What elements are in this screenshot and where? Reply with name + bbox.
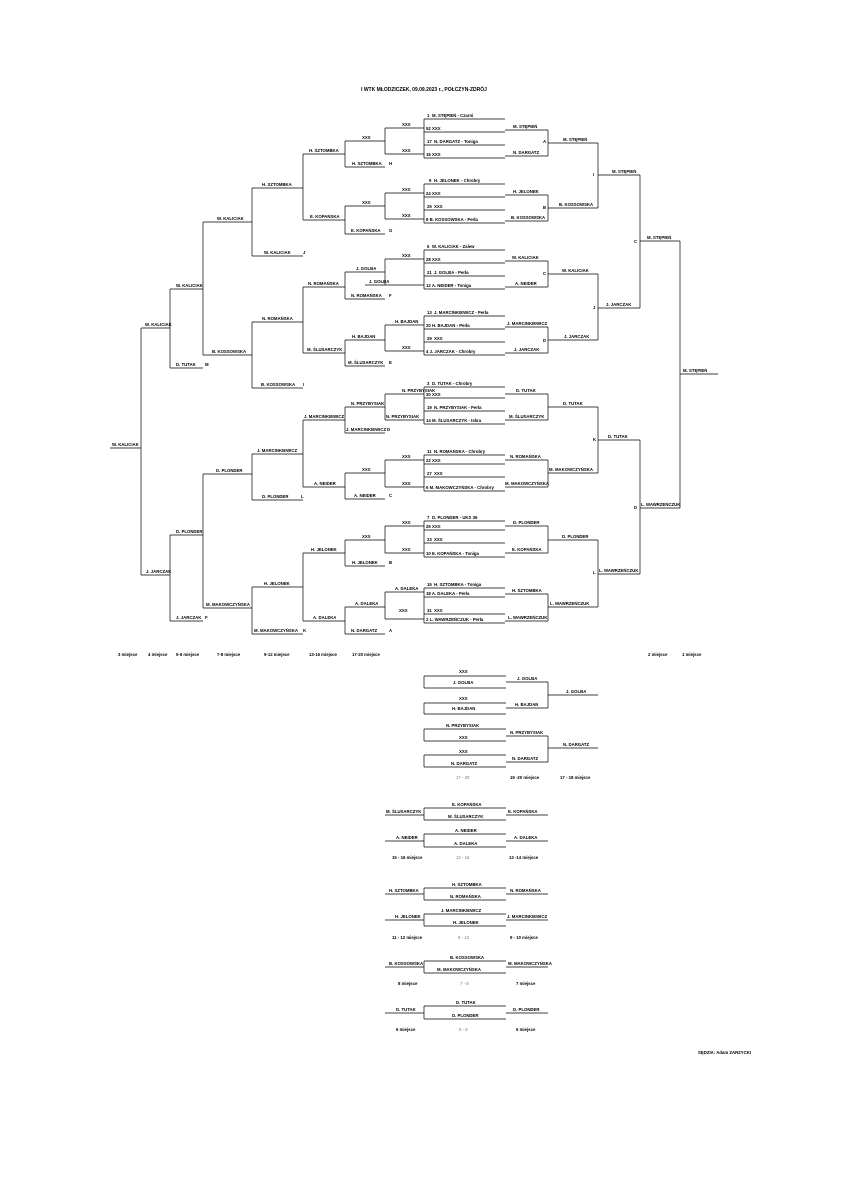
champion: M. STĘPIEŃ [683,368,708,373]
losers-r1-entry: XXX [402,345,411,350]
winner-r1: A. NEIDER [515,281,537,286]
losers-r1-entry: H. BAJDAN [352,334,376,339]
draw-entry: J. MARCINKIEWICZ - Perła [434,310,489,315]
placement-label: 9-12 miejsce [264,652,290,657]
main-draw [424,113,505,623]
winners-bracket [505,124,718,621]
winner-r1: D. TUTAK [516,388,536,393]
placement-label: 5-6 miejsce [176,652,200,657]
cls-entry: H. SZTOMBKA [452,882,482,887]
classification-9-12 [385,882,548,940]
draw-entry: D. PLONDER - UKS 36 [432,515,478,520]
cls-entry: A. NEIDER [455,828,477,833]
cls-entry: M. ŚLUSARCZYK [448,814,484,819]
draw-entry: N. DARGATZ - Toniga [434,139,478,144]
winner-r3: D. TUTAK [608,434,628,439]
match-letter: A [543,139,547,144]
losers-r1-entry: XXX [402,253,411,258]
winner-r1: N. ROMAŃSKA [510,454,541,459]
cls-entry: J. GOLBA [453,680,474,685]
losers-r1-entry: XXX [402,122,411,127]
cls-entry: H. BAJDAN [452,706,476,711]
cls-label: 5 - 6 [459,1027,468,1032]
cls-entry: N. DARGATZ [451,761,478,766]
match-letter: I [593,172,595,177]
cls-label: 17 - 20 [456,775,470,780]
classification-13-16 [385,802,548,860]
cls-entry: A. DALEKA [454,841,478,846]
losers-r1-entry: XXX [402,213,411,218]
losers-bracket [110,122,436,634]
losers-r2-entry: M. ŚLUSARCZYK [307,347,343,352]
losers-r1-entry: J. GOLBA [369,279,390,284]
cls-entry: D. TUTAK [456,1000,476,1005]
cls-entry: H. JELONEK [453,920,479,925]
cls-label: 7 - 8 [460,981,469,986]
winner-r1: W. KALICIAK [512,255,539,260]
cls-entry: M. ŚLUSARCZYK [386,809,422,814]
draw-entry: 52 XXX [426,126,441,131]
draw-entry: XXX [434,537,443,542]
winner-r1: J. JARCZAK [514,347,540,352]
draw-entry: 12 A. NEIDER - Toniga [426,283,472,288]
losers-r1-entry: N. PRZYBYSIAK [351,401,385,406]
winner-r1: M. MAKOWCZYŃSKA [505,481,549,486]
draw-entry: 22 XXX [426,458,441,463]
losers-r2-entry: J. MARCINKIEWICZ [304,414,345,419]
losers-r4-entry: D. PLONDER [216,468,243,473]
cls-label: 11 - 12 miejsce [392,935,423,940]
draw-entry: 17 [427,139,432,144]
draw-entry: XXX [434,336,443,341]
losers-r1-entry: A. NEIDER [354,493,376,498]
match-letter: A [389,628,393,633]
match-letter: I [303,382,305,387]
cls-entry: N. ROMAŃSKA [510,888,541,893]
cls-entry: N. DARGATZ [563,742,590,747]
winner-r1: B. KOSSOWSKA [511,215,546,220]
losers-r5-entry: J. JARCZAK [176,615,202,620]
cls-entry: XXX [459,696,468,701]
cls-label: 9 - 10 miejsce [510,935,538,940]
placement-label: 4 miejsce [148,652,168,657]
winner-r2: M. STĘPIEŃ [563,137,588,142]
cls-entry: A. DALEKA [514,835,538,840]
cls-entry: N. PRZYBYSIAK [446,723,480,728]
cls-entry: XXX [459,669,468,674]
draw-entry: 5 [427,244,430,249]
winner-r2: B. KOSSOWSKA [559,202,594,207]
losers-r4-entry: M. MAKOWCZYŃSKA [206,602,250,607]
losers-r1-entry: A. DALEKA [395,586,419,591]
match-letter: J [303,250,306,255]
losers-r1-entry: H. BAJDAN [395,319,419,324]
draw-entry: 6 M. MAKOWCZYŃSKA - Chrobry [426,485,494,490]
cls-label: 17 - 18 miejsce [560,775,591,780]
draw-entry: XXX [434,204,443,209]
placement-label: 13-16 miejsce [309,652,337,657]
draw-entry: 8 B. KOSSOWSKA - Perła [426,217,478,222]
winner-r3: L. WAWRZEŃCZUK [599,568,639,573]
losers-r5-entry: D. PLONDER [176,529,203,534]
match-letter: H [389,161,393,166]
draw-entry: 24 XXX [426,191,441,196]
classification-17-20 [424,669,598,780]
classification-5-6 [385,1000,548,1032]
winner-r2: W. KALICIAK [562,268,589,273]
cls-entry: D. TUTAK [396,1007,416,1012]
draw-entry: M. STĘPIEŃ - Czarni [432,113,474,118]
winner-r1: H. JELONEK [513,189,539,194]
draw-entry: 18 A. DALEKA - Perła [426,591,470,596]
match-letter: B [389,560,393,565]
draw-entry: 16 XXX [426,152,441,157]
losers-r1-entry: N. PRZYBYSIAK [386,414,420,419]
draw-entry: 25 [427,204,432,209]
losers-r1-entry: XXX [402,454,411,459]
match-letter: E [389,360,392,365]
losers-r3-entry: H. SZTOMBKA [262,182,292,187]
cls-entry: XXX [459,749,468,754]
losers-r2-entry: E. KOPAŃSKA [310,214,340,219]
draw-entry: 19 [427,405,432,410]
cls-label: 19 -20 miejsce [510,775,540,780]
losers-r1-entry: XXX [402,148,411,153]
draw-entry: 3 [427,381,430,386]
losers-r3-entry: M. MAKOWCZYŃSKA [254,628,298,633]
losers-r1-entry: J. MARCINKIEWICZ [346,427,387,432]
cls-entry: H. SZTOMBKA [389,888,419,893]
cls-entry: N. PRZYBYSIAK [510,730,544,735]
cls-entry: M. MAKOWCZYŃSKA [437,967,481,972]
losers-r1-entry: XXX [402,187,411,192]
placement-row [118,652,702,657]
losers-r2-entry: N. ROMAŃSKA [308,281,339,286]
draw-entry: H. SZTOMBKA - Toniga [434,582,482,587]
losers-r5-entry: D. TUTAK [176,362,196,367]
match-letter: D [387,427,391,432]
draw-entry: W. KALICIAK - Zalew [432,244,475,249]
match-letter: G [389,228,393,233]
match-letter: C [634,239,638,244]
losers-r2-entry: A. NEIDER [314,481,336,486]
draw-entry: 7 [427,515,430,520]
draw-entry: 31 [427,608,432,613]
cls-label: 6 miejsce [396,1027,416,1032]
winner-r2: D. PLONDER [562,534,589,539]
losers-r5-entry: W. KALICIAK [176,283,203,288]
draw-entry: 20 H. BAJDAN - Perła [426,323,470,328]
cls-entry: XXX [459,735,468,740]
third-place: W. KALICIAK [112,442,139,447]
draw-entry: H. JELONEK - Chrobry [434,178,481,183]
losers-r1-entry: E. KOPAŃSKA [351,228,381,233]
match-letter: C [389,493,393,498]
cls-label: 9 - 12 [458,935,469,940]
losers-r1-entry: XXX [402,481,411,486]
losers-r1-entry: N. ROMAŃSKA [351,293,382,298]
losers-r3-entry: B. KOSSOWSKA [261,382,296,387]
winner-r2: L. WAWRZEŃCZUK [550,601,590,606]
draw-entry: 14 M. ŚLUSARCZYK - Iskra [426,418,482,423]
cls-entry: D. PLONDER [452,1013,479,1018]
losers-r1-entry: XXX [362,200,371,205]
match-letter: D [634,505,638,510]
losers-r1-entry: XXX [362,534,371,539]
tournament-title: I WTK MŁODZICZEK, 09.09.2023 r., POŁCZYN-ZDRÓJ [361,87,487,93]
cls-entry: M. MAKOWCZYŃSKA [508,961,552,966]
cls-entry: D. PLONDER [513,1007,540,1012]
match-letter: L [301,494,304,499]
match-letter: K [303,628,307,633]
winner-r4: L. WAWRZEŃCZUK [641,502,681,507]
draw-entry: 26 XXX [426,524,441,529]
losers-r4-entry: W. KALICIAK [217,216,244,221]
match-letter: C [543,271,547,276]
cls-label: 13 -14 miejsce [509,855,539,860]
winner-r2: D. TUTAK [563,401,583,406]
cls-entry: H. JELONEK [395,914,421,919]
match-letter: M [205,362,209,367]
losers-r1-entry: M. ŚLUSARCZYK [348,360,384,365]
draw-entry: 30 XXX [426,392,441,397]
cls-entry: H. BAJDAN [515,702,539,707]
losers-r1-entry: N. DARGATZ [351,628,378,633]
losers-r3-entry: W. KALICIAK [264,250,291,255]
winner-r1: M. ŚLUSARCZYK [509,414,545,419]
match-letter: J [593,305,596,310]
losers-r1-entry: XXX [402,547,411,552]
cls-label: 7 miejsce [516,981,536,986]
losers-r3-entry: N. ROMAŃSKA [262,316,293,321]
losers-r1-entry: A. DALEKA [355,601,379,606]
draw-entry: 27 [427,471,432,476]
cls-entry: J. GOLBA [517,676,538,681]
cls-entry: A. NEIDER [396,835,418,840]
winner-r3: J. JARCZAK [606,302,632,307]
winner-r3: M. STĘPIEŃ [612,169,637,174]
draw-entry: 15 [427,582,432,587]
draw-entry: XXX [434,608,443,613]
placement-label: 2 miejsce [648,652,668,657]
losers-r1-entry: J. GOLBA [356,266,377,271]
losers-r4-entry: B. KOSSOWSKA [212,349,247,354]
winner-r1: N. DARGATZ [513,150,540,155]
match-letter: F [205,615,208,620]
cls-entry: J. MARCINKIEWICZ [441,908,482,913]
match-letter: L [593,570,596,575]
judge-signature: SĘDZIA: Adam ZARZYCKI [698,1050,752,1055]
losers-r1-entry: H. SZTOMBKA [352,161,382,166]
draw-entry: 1 [427,113,430,118]
classification-7-8 [385,955,552,986]
winner-r1: M. STĘPIEŃ [513,124,538,129]
losers-r1-entry: XXX [399,608,408,613]
losers-r3-entry: J. MARCINKIEWICZ [257,448,298,453]
cls-entry: B. KOSSOWSKA [450,955,485,960]
winner-r2: J. JARCZAK [564,334,590,339]
losers-r6-entry: J. JARCZAK [146,569,172,574]
cls-label: 8 miejsce [398,981,418,986]
losers-r1-entry: N. PRZYBYSIAK [402,388,436,393]
cls-label: 15 - 16 miejsce [392,855,423,860]
match-letter: D [543,338,547,343]
winner-r1: H. SZTOMBKA [512,588,542,593]
winner-r1: L. WAWRZEŃCZUK [508,615,548,620]
match-letter: B [543,205,547,210]
placement-label: 1 miejsce [682,652,702,657]
draw-entry: J. GOLBA - Perła [434,270,469,275]
cls-entry: E. KOPAŃSKA [508,809,538,814]
cls-entry: N. DARGATZ [512,756,539,761]
losers-r1-entry: XXX [362,135,371,140]
draw-entry: 21 [427,270,432,275]
draw-entry: D. TUTAK - Chrobry [432,381,473,386]
winner-r1: J. MARCINKIEWICZ [507,321,548,326]
draw-entry: 10 E. KOPAŃSKA - Toniga [426,551,479,556]
draw-entry: 28 XXX [426,257,441,262]
cls-entry: E. KOPAŃSKA [452,802,482,807]
losers-r3-entry: D. PLONDER [262,494,289,499]
cls-label: 5 miejsce [516,1027,536,1032]
draw-entry: XXX [434,471,443,476]
losers-r1-entry: XXX [402,520,411,525]
draw-entry: N. PRZYBYSIAK - Perła [434,405,482,410]
losers-r1-entry: XXX [362,467,371,472]
losers-r6-entry: W. KALICIAK [145,322,172,327]
cls-label: 13 - 16 [456,855,470,860]
match-letter: F [389,293,392,298]
placement-label: 3 miejsce [118,652,138,657]
winner-r1: E. KOPAŃSKA [512,547,542,552]
draw-entry: 4 J. JARCZAK - Chrobry [426,349,476,354]
draw-entry: 9 [429,178,432,183]
winner-r1: D. PLONDER [513,520,540,525]
draw-entry: 13 [427,310,432,315]
losers-r1-entry: H. JELONEK [352,560,378,565]
losers-r2-entry: A. DALEKA [313,615,337,620]
losers-r2-entry: H. JELONEK [311,547,337,552]
draw-entry: 29 [427,336,432,341]
losers-r2-entry: H. SZTOMBKA [309,148,339,153]
cls-entry: J. GOLBA [566,689,587,694]
draw-entry: 2 L. WAWRZEŃCZUK - Perła [426,617,484,622]
draw-entry: 11 [427,449,432,454]
draw-entry: N. ROMAŃSKA - Chrobry [434,449,486,454]
winner-r2: M. MAKOWCZYŃSKA [549,467,593,472]
cls-entry: J. MARCINKIEWICZ [507,914,548,919]
cls-entry: N. ROMAŃSKA [450,894,481,899]
match-letter: K [593,437,597,442]
draw-entry: 23 [427,537,432,542]
losers-r3-entry: H. JELONEK [264,581,290,586]
placement-label: 17-20 miejsce [352,652,380,657]
cls-entry: B. KOSSOWSKA [389,961,424,966]
winner-r4: M. STĘPIEŃ [647,235,672,240]
placement-label: 7-8 miejsce [217,652,241,657]
